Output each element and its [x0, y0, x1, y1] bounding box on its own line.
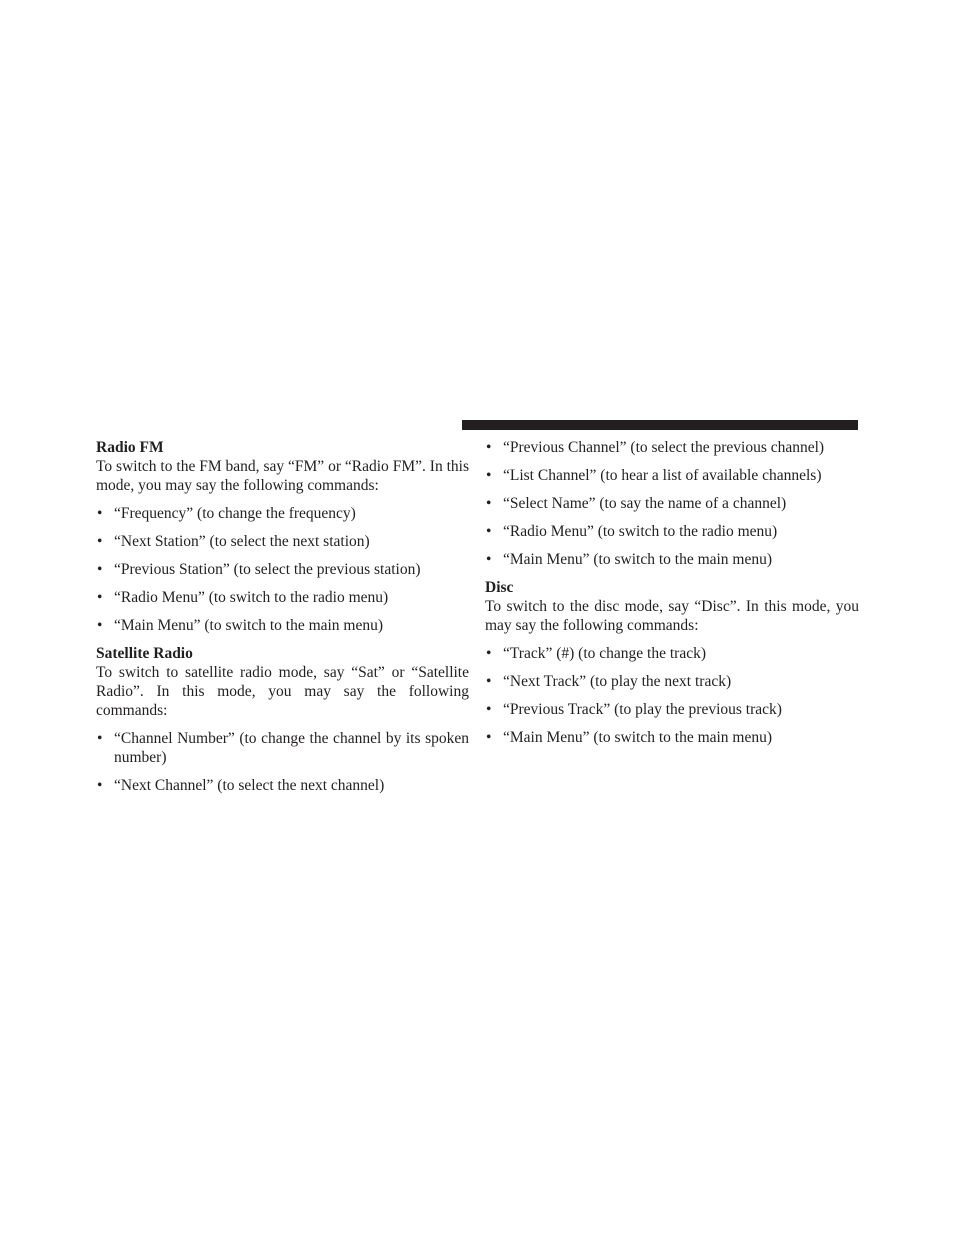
list-item: [485, 494, 859, 513]
list-item: [96, 588, 469, 607]
section-disc: [485, 578, 859, 747]
command-text: “Next Track” (to play the next track): [503, 673, 732, 690]
command-text: “Radio Menu” (to switch to the radio menu): [503, 523, 778, 540]
bullet-icon: •: [97, 589, 103, 606]
intro-radio-fm: To switch to the FM band, say “FM” or “Radio FM”. In this mode, you may say the following commands:: [96, 458, 469, 494]
list-item: [485, 728, 859, 747]
command-text: “Main Menu” (to switch to the main menu): [503, 729, 773, 746]
command-text: “Channel Number” (to change the channel by its spoken number): [114, 730, 469, 766]
bullet-icon: •: [486, 523, 492, 540]
bullet-icon: •: [486, 673, 492, 690]
list-item: [485, 644, 859, 663]
command-text: “Frequency” (to change the frequency): [114, 505, 356, 522]
command-text: “Main Menu” (to switch to the main menu): [503, 551, 773, 568]
command-text: “Previous Track” (to play the previous track): [503, 701, 782, 718]
heading-radio-fm: Radio FM: [96, 439, 164, 456]
command-text: “Previous Channel” (to select the previous channel): [503, 439, 825, 456]
list-item: [485, 672, 859, 691]
command-text: “List Channel” (to hear a list of available channels): [503, 467, 822, 484]
list-item: [485, 700, 859, 719]
list-item: [96, 532, 469, 551]
bullet-icon: •: [486, 701, 492, 718]
list-item: [485, 438, 859, 457]
bullet-icon: •: [97, 617, 103, 634]
heading-disc: Disc: [485, 579, 514, 596]
right-column: [485, 438, 859, 747]
command-list-radio-fm: [96, 504, 469, 635]
list-item: [485, 466, 859, 485]
bullet-icon: •: [486, 551, 492, 568]
command-list-disc: [485, 644, 859, 747]
command-text: “Select Name” (to say the name of a channel): [503, 495, 787, 512]
command-list-satellite-radio-continued: [485, 438, 859, 569]
list-item: [96, 560, 469, 579]
bullet-icon: •: [486, 495, 492, 512]
list-item: [96, 616, 469, 635]
list-item: [96, 729, 469, 767]
command-text: “Next Channel” (to select the next channel): [114, 777, 385, 794]
section-divider-rule: [462, 420, 858, 430]
bullet-icon: •: [486, 467, 492, 484]
command-text: “Next Station” (to select the next station): [114, 533, 370, 550]
bullet-icon: •: [97, 730, 103, 747]
list-item: [485, 550, 859, 569]
command-list-satellite-radio: [96, 729, 469, 795]
bullet-icon: •: [486, 645, 492, 662]
intro-satellite-radio: To switch to satellite radio mode, say “Sat” or “Satellite Radio”. In this mode, you may say the following commands:: [96, 664, 469, 719]
bullet-icon: •: [486, 729, 492, 746]
command-text: “Previous Station” (to select the previous station): [114, 561, 421, 578]
list-item: [96, 776, 469, 795]
command-text: “Radio Menu” (to switch to the radio menu): [114, 589, 389, 606]
bullet-icon: •: [486, 439, 492, 456]
left-column: [96, 438, 469, 795]
bullet-icon: •: [97, 505, 103, 522]
list-item: [96, 504, 469, 523]
bullet-icon: •: [97, 533, 103, 550]
bullet-icon: •: [97, 561, 103, 578]
intro-disc: To switch to the disc mode, say “Disc”. In this mode, you may say the following commands:: [485, 598, 859, 634]
command-text: “Main Menu” (to switch to the main menu): [114, 617, 384, 634]
command-text: “Track” (#) (to change the track): [503, 645, 706, 662]
section-satellite-radio: [96, 644, 469, 795]
heading-satellite-radio: Satellite Radio: [96, 645, 193, 662]
bullet-icon: •: [97, 777, 103, 794]
section-satellite-radio-continued: [485, 438, 859, 569]
section-radio-fm: [96, 438, 469, 635]
list-item: [485, 522, 859, 541]
